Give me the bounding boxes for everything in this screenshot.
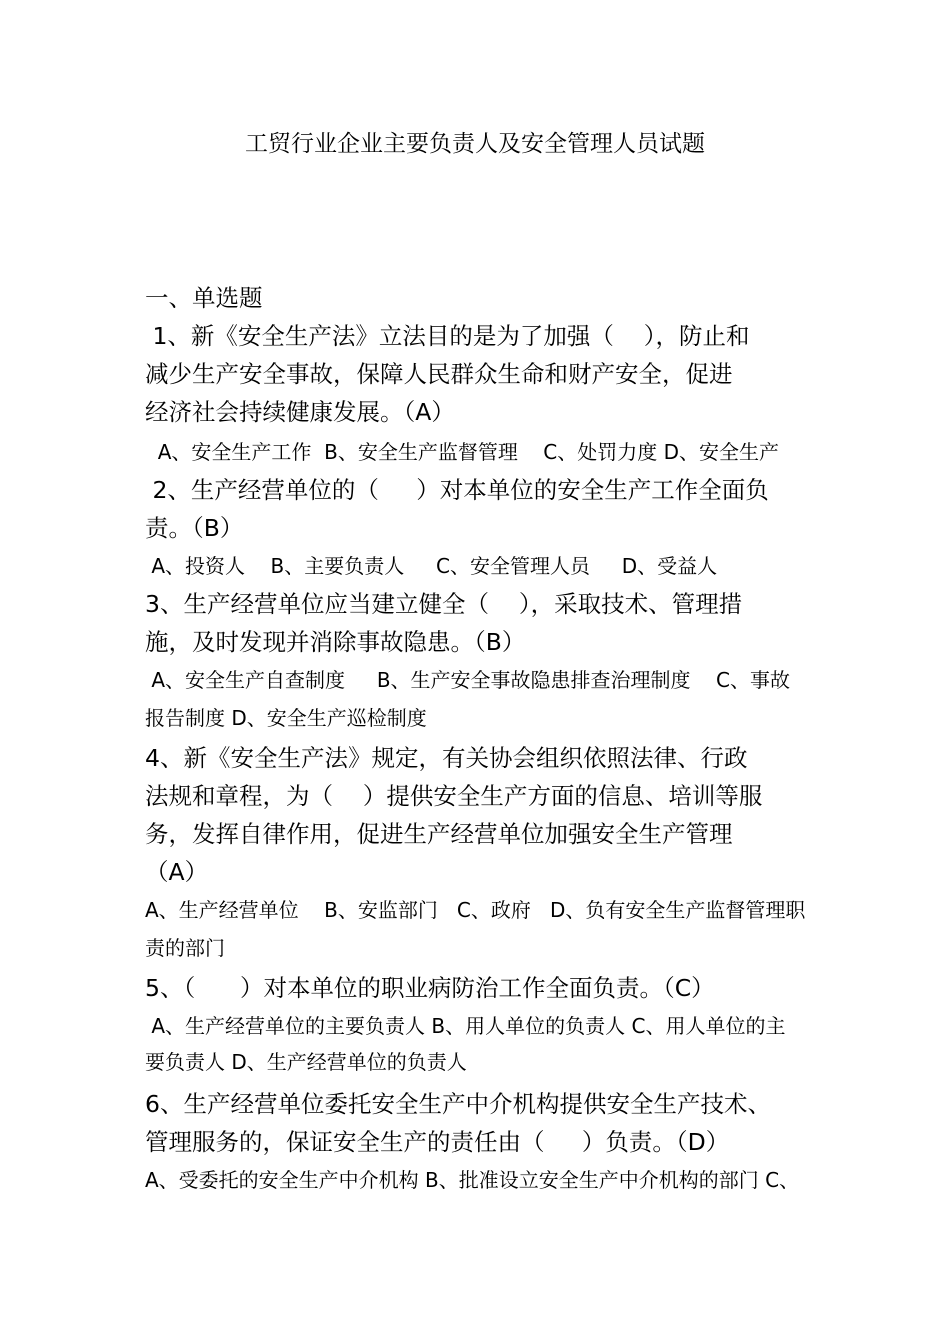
section-heading: 一、单选题 [145, 284, 263, 312]
question-3-options-line-1: A、安全生产自查制度 B、生产安全事故隐患排查治理制度 C、事故 [145, 668, 790, 692]
question-4-line-3: 务，发挥自律作用，促进生产经营单位加强安全生产管理 [145, 820, 733, 848]
question-2-options: A、投资人 B、主要负责人 C、安全管理人员 D、受益人 [145, 554, 718, 578]
question-5-options-line-1: A、生产经营单位的主要负责人 B、用人单位的负责人 C、用人单位的主 [145, 1014, 786, 1038]
question-5-line-1: 5、（ ）对本单位的职业病防治工作全面负责。（C） [145, 974, 715, 1002]
question-1-line-2: 减少生产安全事故，保障人民群众生命和财产安全，促进 [145, 360, 733, 388]
question-4-line-4: （A） [145, 858, 209, 886]
question-4-line-2: 法规和章程，为（ ）提供安全生产方面的信息、培训等服 [145, 782, 763, 810]
question-2-line-1: 2、生产经营单位的（ ）对本单位的安全生产工作全面负 [145, 476, 769, 504]
document-title: 工贸行业企业主要负责人及安全管理人员试题 [245, 131, 705, 157]
question-4-line-1: 4、新《安全生产法》规定，有关协会组织依照法律、行政 [145, 744, 748, 772]
question-4-options-line-2: 责的部门 [145, 936, 225, 960]
question-6-line-2: 管理服务的，保证安全生产的责任由（ ）负责。（D） [145, 1128, 730, 1156]
question-1-options: A、安全生产工作 B、安全生产监督管理 C、处罚力度 D、安全生产 [145, 440, 779, 464]
question-4-options-line-1: A、生产经营单位 B、安监部门 C、政府 D、负有安全生产监督管理职 [145, 898, 806, 922]
question-6-line-1: 6、生产经营单位委托安全生产中介机构提供安全生产技术、 [145, 1090, 771, 1118]
question-3-line-1: 3、生产经营单位应当建立健全（ ），采取技术、管理措 [145, 590, 743, 618]
question-2-line-2: 责。（B） [145, 514, 244, 542]
question-3-line-2: 施，及时发现并消除事故隐患。（B） [145, 628, 526, 656]
question-1-line-3: 经济社会持续健康发展。（A） [145, 398, 455, 426]
question-1-line-1: 1、新《安全生产法》立法目的是为了加强（ ），防止和 [145, 322, 750, 350]
question-3-options-line-2: 报告制度 D、安全生产巡检制度 [145, 706, 427, 730]
question-6-options-line-1: A、受委托的安全生产中介机构 B、批准设立安全生产中介机构的部门 C、 [145, 1168, 800, 1192]
question-5-options-line-2: 要负责人 D、生产经营单位的负责人 [145, 1050, 467, 1074]
